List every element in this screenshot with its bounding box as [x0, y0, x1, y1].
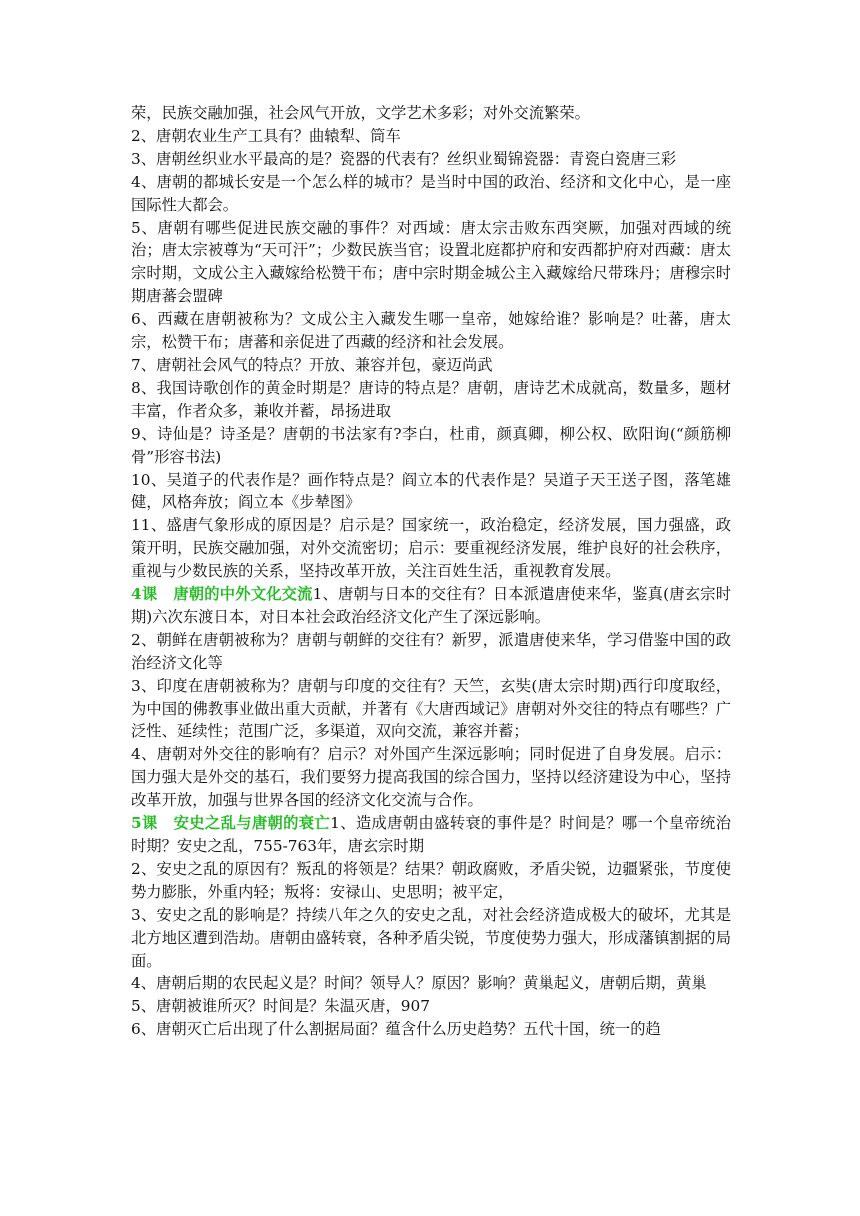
paragraph-text: 6、唐朝灭亡后出现了什么割据局面？蕴含什么历史趋势？五代十国，统一的趋 [131, 1020, 661, 1039]
paragraph-text: 3、唐朝丝织业水平最高的是？瓷器的代表有？丝织业蜀锦瓷器：青瓷白瓷唐三彩 [131, 149, 677, 168]
lesson-heading: 唐朝的中外文化交流 [173, 585, 313, 604]
paragraph-14 [131, 743, 731, 812]
paragraph-text: 4、唐朝的都城长安是一个怎么样的城市？是当时中国的政治、经济和文化中心，是一座国际性大都会。 [131, 172, 731, 214]
paragraph-text: 1、唐朝与日本的交往有？日本派遣唐使来华，鉴真(唐玄宗时期)六次东渡日本，对日本社会政治经济文化产生了深远影响。 [131, 585, 731, 626]
paragraph-18 [131, 972, 731, 995]
paragraph-10 [131, 514, 731, 583]
paragraph-text: 荣，民族交融加强，社会风气开放，文学艺术多彩；对外交流繁荣。 [131, 104, 590, 122]
paragraph-0 [131, 102, 731, 125]
paragraph-text: 1、造成唐朝由盛转衰的事件是？时间是？哪一个皇帝统治时期？安史之乱，755-763年，唐玄宗时期 [131, 814, 731, 855]
lesson-number: 5课 [131, 814, 158, 833]
paragraph-11-lesson-4 [131, 583, 731, 629]
paragraph-text: 6、西藏在唐朝被称为？文成公主入藏发生哪一皇帝，她嫁给谁？影响是？吐蕃，唐太宗，松赞干布；唐蕃和亲促进了西藏的经济和社会发展。 [131, 310, 731, 352]
paragraph-text: 7、唐朝社会风气的特点？开放、兼容并包，豪迈尚武 [131, 355, 493, 374]
paragraph-8 [131, 423, 731, 469]
paragraph-3 [131, 171, 731, 217]
paragraph-2 [131, 148, 731, 171]
paragraph-text: 5、唐朝有哪些促进民族交融的事件？对西域：唐太宗击败东西突厥，加强对西域的统治；唐太宗被尊为“天可汗”；少数民族当官；设置北庭都护府和安西都护府对西藏：唐太宗时期，文成公主入藏嫁给松赞干布；唐中宗时期金城公主入藏嫁给尺带珠丹；唐穆宗时期唐蕃会盟碑 [131, 218, 731, 306]
paragraph-4 [131, 217, 731, 309]
paragraph-13 [131, 675, 731, 744]
paragraph-text: 3、印度在唐朝被称为？唐朝与印度的交往有？天竺，玄奘(唐太宗时期)西行印度取经，为中国的佛教事业做出重大贡献，并著有《大唐西域记》唐朝对外交往的特点有哪些？广泛性、延续性；范围广泛，多渠道，双向交流，兼容并蓄； [131, 676, 731, 741]
paragraph-19 [131, 995, 731, 1018]
lesson-number: 4课 [131, 585, 158, 604]
paragraph-20 [131, 1018, 731, 1041]
document-page [131, 102, 731, 1041]
paragraph-text: 10、吴道子的代表作是？画作特点是？阎立本的代表作是？吴道子天王送子图，落笔雄健，风格奔放；阎立本《步辇图》 [131, 470, 731, 512]
paragraph-text: 8、我国诗歌创作的黄金时期是？唐诗的特点是？唐朝，唐诗艺术成就高，数量多，题材丰富，作者众多，兼收并蓄，昂扬进取 [131, 378, 731, 420]
paragraph-15-lesson-5 [131, 812, 731, 858]
paragraph-text: 2、唐朝农业生产工具有？曲辕犁、筒车 [131, 126, 401, 145]
paragraph-text: 11、盛唐气象形成的原因是？启示是？国家统一，政治稳定，经济发展，国力强盛，政策开明，民族交融加强，对外交流密切；启示：要重视经济发展，维护良好的社会秩序，重视与少数民族的关系，坚持改革开放，关注百姓生活，重视教育发展。 [131, 516, 731, 581]
paragraph-text: 9、诗仙是？诗圣是？唐朝的书法家有?李白，杜甫，颜真卿，柳公权、欧阳询(“颜筋柳骨”形容书法) [131, 424, 731, 466]
paragraph-5 [131, 308, 731, 354]
paragraph-6 [131, 354, 731, 377]
paragraph-17 [131, 904, 731, 973]
paragraph-9 [131, 469, 731, 515]
paragraph-text: 4、唐朝对外交往的影响有？启示？对外国产生深远影响；同时促进了自身发展。启示：国力强大是外交的基石，我们要努力提高我国的综合国力，坚持以经济建设为中心，坚持改革开放，加强与世界各国的经济文化交流与合作。 [131, 745, 731, 810]
paragraph-text: 2、安史之乱的原因有？叛乱的将领是？结果？朝政腐败，矛盾尖锐，边疆紧张，节度使势力膨胀，外重内轻；叛将：安禄山、史思明；被平定， [131, 859, 731, 901]
paragraph-1 [131, 125, 731, 148]
paragraph-7 [131, 377, 731, 423]
paragraph-text: 4、唐朝后期的农民起义是？时间？领导人？原因？影响？黄巢起义，唐朝后期，黄巢 [131, 974, 707, 993]
paragraph-text: 3、安史之乱的影响是？持续八年之久的安史之乱，对社会经济造成极大的破坏，尤其是北方地区遭到浩劫。唐朝由盛转衰，各种矛盾尖锐，节度使势力强大，形成藩镇割据的局面。 [131, 905, 731, 970]
paragraph-16 [131, 858, 731, 904]
paragraph-12 [131, 629, 731, 675]
paragraph-text: 2、朝鲜在唐朝被称为？唐朝与朝鲜的交往有？新罗，派遣唐使来华，学习借鉴中国的政治经济文化等 [131, 630, 731, 672]
lesson-heading: 安史之乱与唐朝的衰亡 [173, 814, 331, 833]
paragraph-text: 5、唐朝被谁所灭？时间是？朱温灭唐，907 [131, 997, 430, 1016]
